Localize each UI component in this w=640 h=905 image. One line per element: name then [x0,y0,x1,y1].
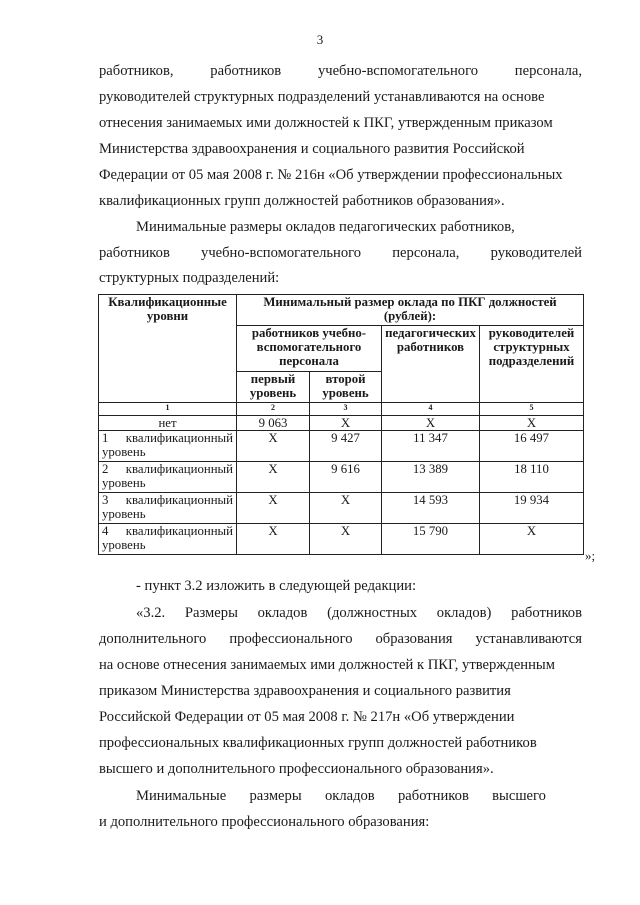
cell: X [237,431,310,462]
table-row [99,523,584,554]
table-row [99,493,584,524]
word: высшего [492,788,546,804]
word: работников [398,788,469,804]
word: дополнительного [99,631,207,647]
word: учебно-вспомогательного [317,63,478,79]
header-first-level: первый уровень [237,372,310,403]
cell: X [237,523,310,554]
word: окладов [324,788,375,804]
cell: X [237,493,310,524]
header-min-salary: Минимальный размер оклада по ПКГ должностей (рублей): [237,295,584,326]
row-label: 4 квалификационный уровень [99,523,237,554]
col-number: 2 [237,403,310,415]
word: персонала, [392,245,460,261]
cell: X [480,523,584,554]
col-number: 4 [382,403,480,415]
para2-line2 [99,244,582,262]
para3-line3: на основе отнесения занимаемых ими должностей к ПКГ, утвержденным [99,657,555,673]
para3-line4: приказом Министерства здравоохранения и социального развития [99,683,511,699]
table-closing-quote: »; [585,548,596,563]
cell: 13 389 [382,462,480,493]
page-number: 3 [316,32,324,47]
para3-line7: высшего и дополнительного профессионального образования». [99,761,494,777]
word: Минимальные [136,788,227,804]
header-levels: Квалификационные уровни [99,295,237,403]
salary-table [98,294,583,555]
col-number: 5 [480,403,584,415]
table-row [99,462,584,493]
cell: 15 790 [382,523,480,554]
word: (должностных [327,605,418,621]
para3-line1 [136,604,582,622]
para4-line2: и дополнительного профессионального образования: [99,814,430,830]
word: работников [99,245,170,261]
cell: 16 497 [480,431,584,462]
cell: X [382,415,480,430]
header-second-level: второй уровень [310,372,382,403]
cell: 9 427 [310,431,382,462]
cell: 9 063 [237,415,310,430]
row-label: нет [99,415,237,430]
cell: X [480,415,584,430]
para1-line1 [99,62,582,80]
word: работников, [99,63,174,79]
header-support-staff: работников учебно-вспомогательного персонала [237,325,382,371]
col-number: 1 [99,403,237,415]
row-label: 2 квалификационный уровень [99,462,237,493]
para1-line2: руководителей структурных подразделений устанавливаются на основе [99,89,545,105]
word: окладов) [436,605,492,621]
cell: 19 934 [480,493,584,524]
table-row [99,431,584,462]
cell: X [237,462,310,493]
word: устанавливаются [475,631,582,647]
cell: X [310,415,382,430]
para1-line4: Министерства здравоохранения и социального развития Российской [99,141,525,157]
word: Размеры [184,605,238,621]
cell: X [310,493,382,524]
para1-line3: отнесения занимаемых ими должностей к ПКГ, утвержденным приказом [99,115,553,131]
para3-line2 [99,630,582,648]
cell: 11 347 [382,431,480,462]
cell: 14 593 [382,493,480,524]
row-label: 1 квалификационный уровень [99,431,237,462]
cell: 18 110 [480,462,584,493]
para2-line1: Минимальные размеры окладов педагогических работников, [136,219,515,235]
word: профессионального [229,631,353,647]
cell: X [310,523,382,554]
header-heads: руководителей структурных подразделений [480,325,584,402]
item-line: - пункт 3.2 изложить в следующей редакции: [136,578,417,594]
word: работников [210,63,282,79]
word: «3.2. [136,605,166,621]
word: учебно-вспомогательного [201,245,362,261]
table-row [99,415,584,430]
cell: 9 616 [310,462,382,493]
header-pedagogical: педагогических работников [382,325,480,402]
para1-line5: Федерации от 05 мая 2008 г. № 216н «Об утверждении профессиональных [99,167,563,183]
para4-line1 [136,787,546,805]
para2-line3: структурных подразделений: [99,270,280,286]
word: руководителей [490,245,582,261]
word: размеры [249,788,302,804]
col-number: 3 [310,403,382,415]
row-label: 3 квалификационный уровень [99,493,237,524]
para1-line6: квалификационных групп должностей работников образования». [99,193,505,209]
word: окладов [257,605,308,621]
para3-line5: Российской Федерации от 05 мая 2008 г. № 217н «Об утверждении [99,709,515,725]
word: работников [511,605,582,621]
word: образования [375,631,453,647]
para3-line6: профессиональных квалификационных групп должностей работников [99,735,537,751]
word: персонала, [514,63,582,79]
